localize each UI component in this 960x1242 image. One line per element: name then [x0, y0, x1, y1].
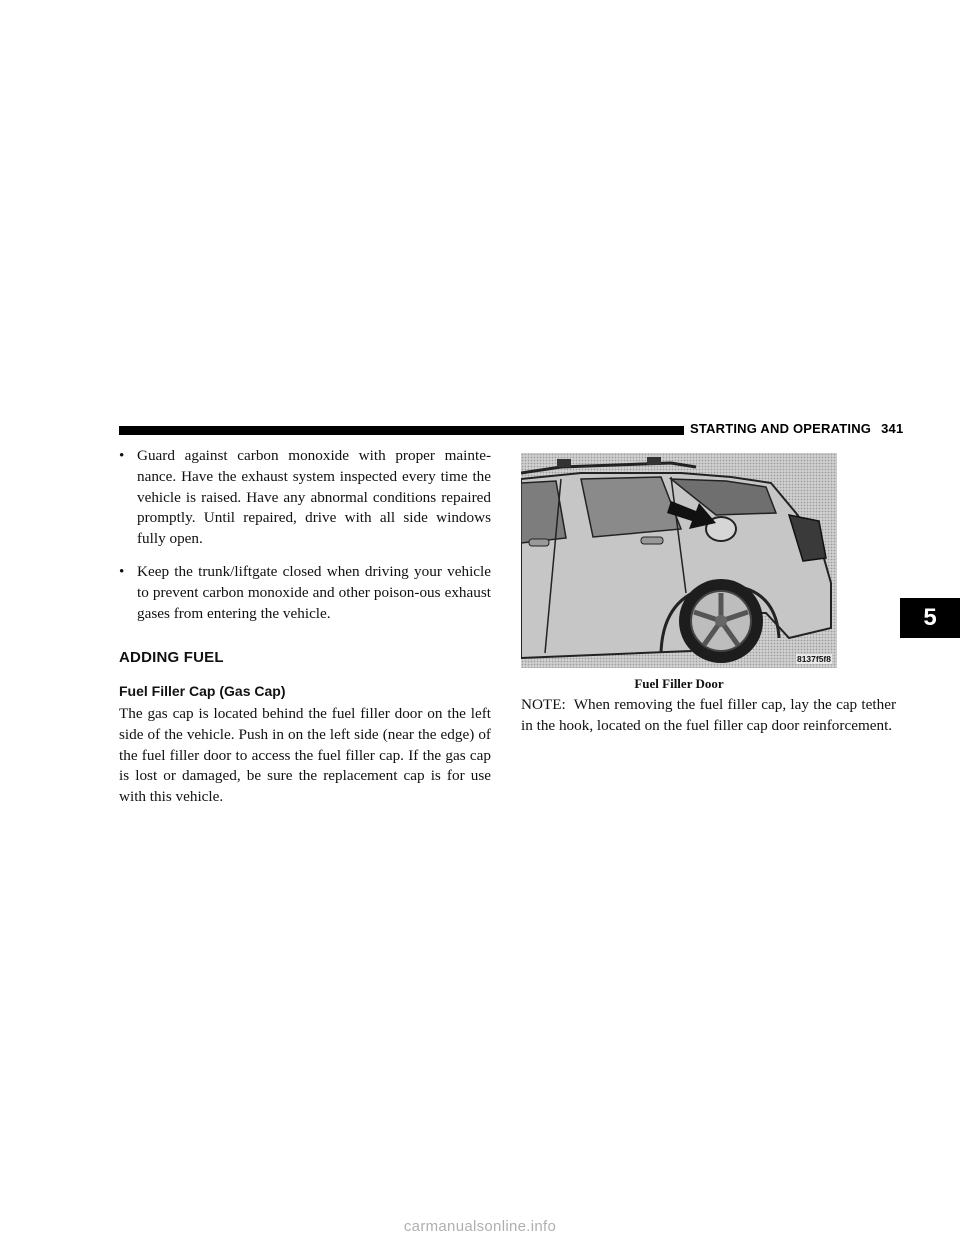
bullet-icon: • [119, 447, 125, 464]
figure-code: 8137f5f8 [796, 654, 831, 664]
left-column [119, 446, 491, 808]
door-handle-shape [641, 537, 663, 544]
page-number: 341 [881, 421, 904, 436]
bullet-text: Guard against carbon monoxide with proper mainte-nance. Have the exhaust system inspected every time the vehicle is raised. Have any abnormal conditions repaired promptly. Until repaired, drive with all side windows fully open. [137, 447, 491, 548]
vehicle-drawing [521, 453, 837, 668]
subsection-heading: Fuel Filler Cap (Gas Cap) [119, 683, 286, 700]
fuel-filler-door-illustration [521, 453, 837, 668]
body-paragraph: The gas cap is located behind the fuel filler door on the left side of the vehicle. Push in on the left side (near the edge) of the fuel filler door to access the fuel filler cap. If the gas cap is lost or damaged, be sure the replacement cap is for use with this vehicle. [119, 704, 491, 806]
car-body-shape [521, 473, 831, 658]
door-handle-shape [529, 539, 549, 546]
roof-rail-shape [521, 463, 696, 473]
note-text: When removing the fuel filler cap, lay the cap tether in the hook, located on the fuel filler cap door reinforcement. [521, 696, 896, 734]
running-header [690, 421, 903, 436]
note-paragraph [521, 695, 896, 737]
watermark: carmanualsonline.info [403, 1218, 557, 1235]
bullet-icon: • [119, 562, 125, 580]
bullet-item [119, 446, 491, 550]
figure-caption: Fuel Filler Door [634, 676, 724, 691]
header-rule [119, 426, 684, 435]
section-title: STARTING AND OPERATING [690, 421, 872, 436]
hub-shape [715, 615, 727, 627]
roof-rack-mount-shape [647, 457, 661, 465]
section-heading: ADDING FUEL [119, 649, 224, 667]
bullet-text: Keep the trunk/liftgate closed when driving your vehicle to prevent carbon monoxide and other poison-ous exhaust gases from entering the vehicle. [137, 562, 491, 622]
chapter-tab: 5 [900, 598, 960, 638]
note-label: NOTE: [521, 696, 566, 713]
bullet-item [119, 562, 491, 624]
roof-rack-mount-shape [557, 459, 571, 467]
